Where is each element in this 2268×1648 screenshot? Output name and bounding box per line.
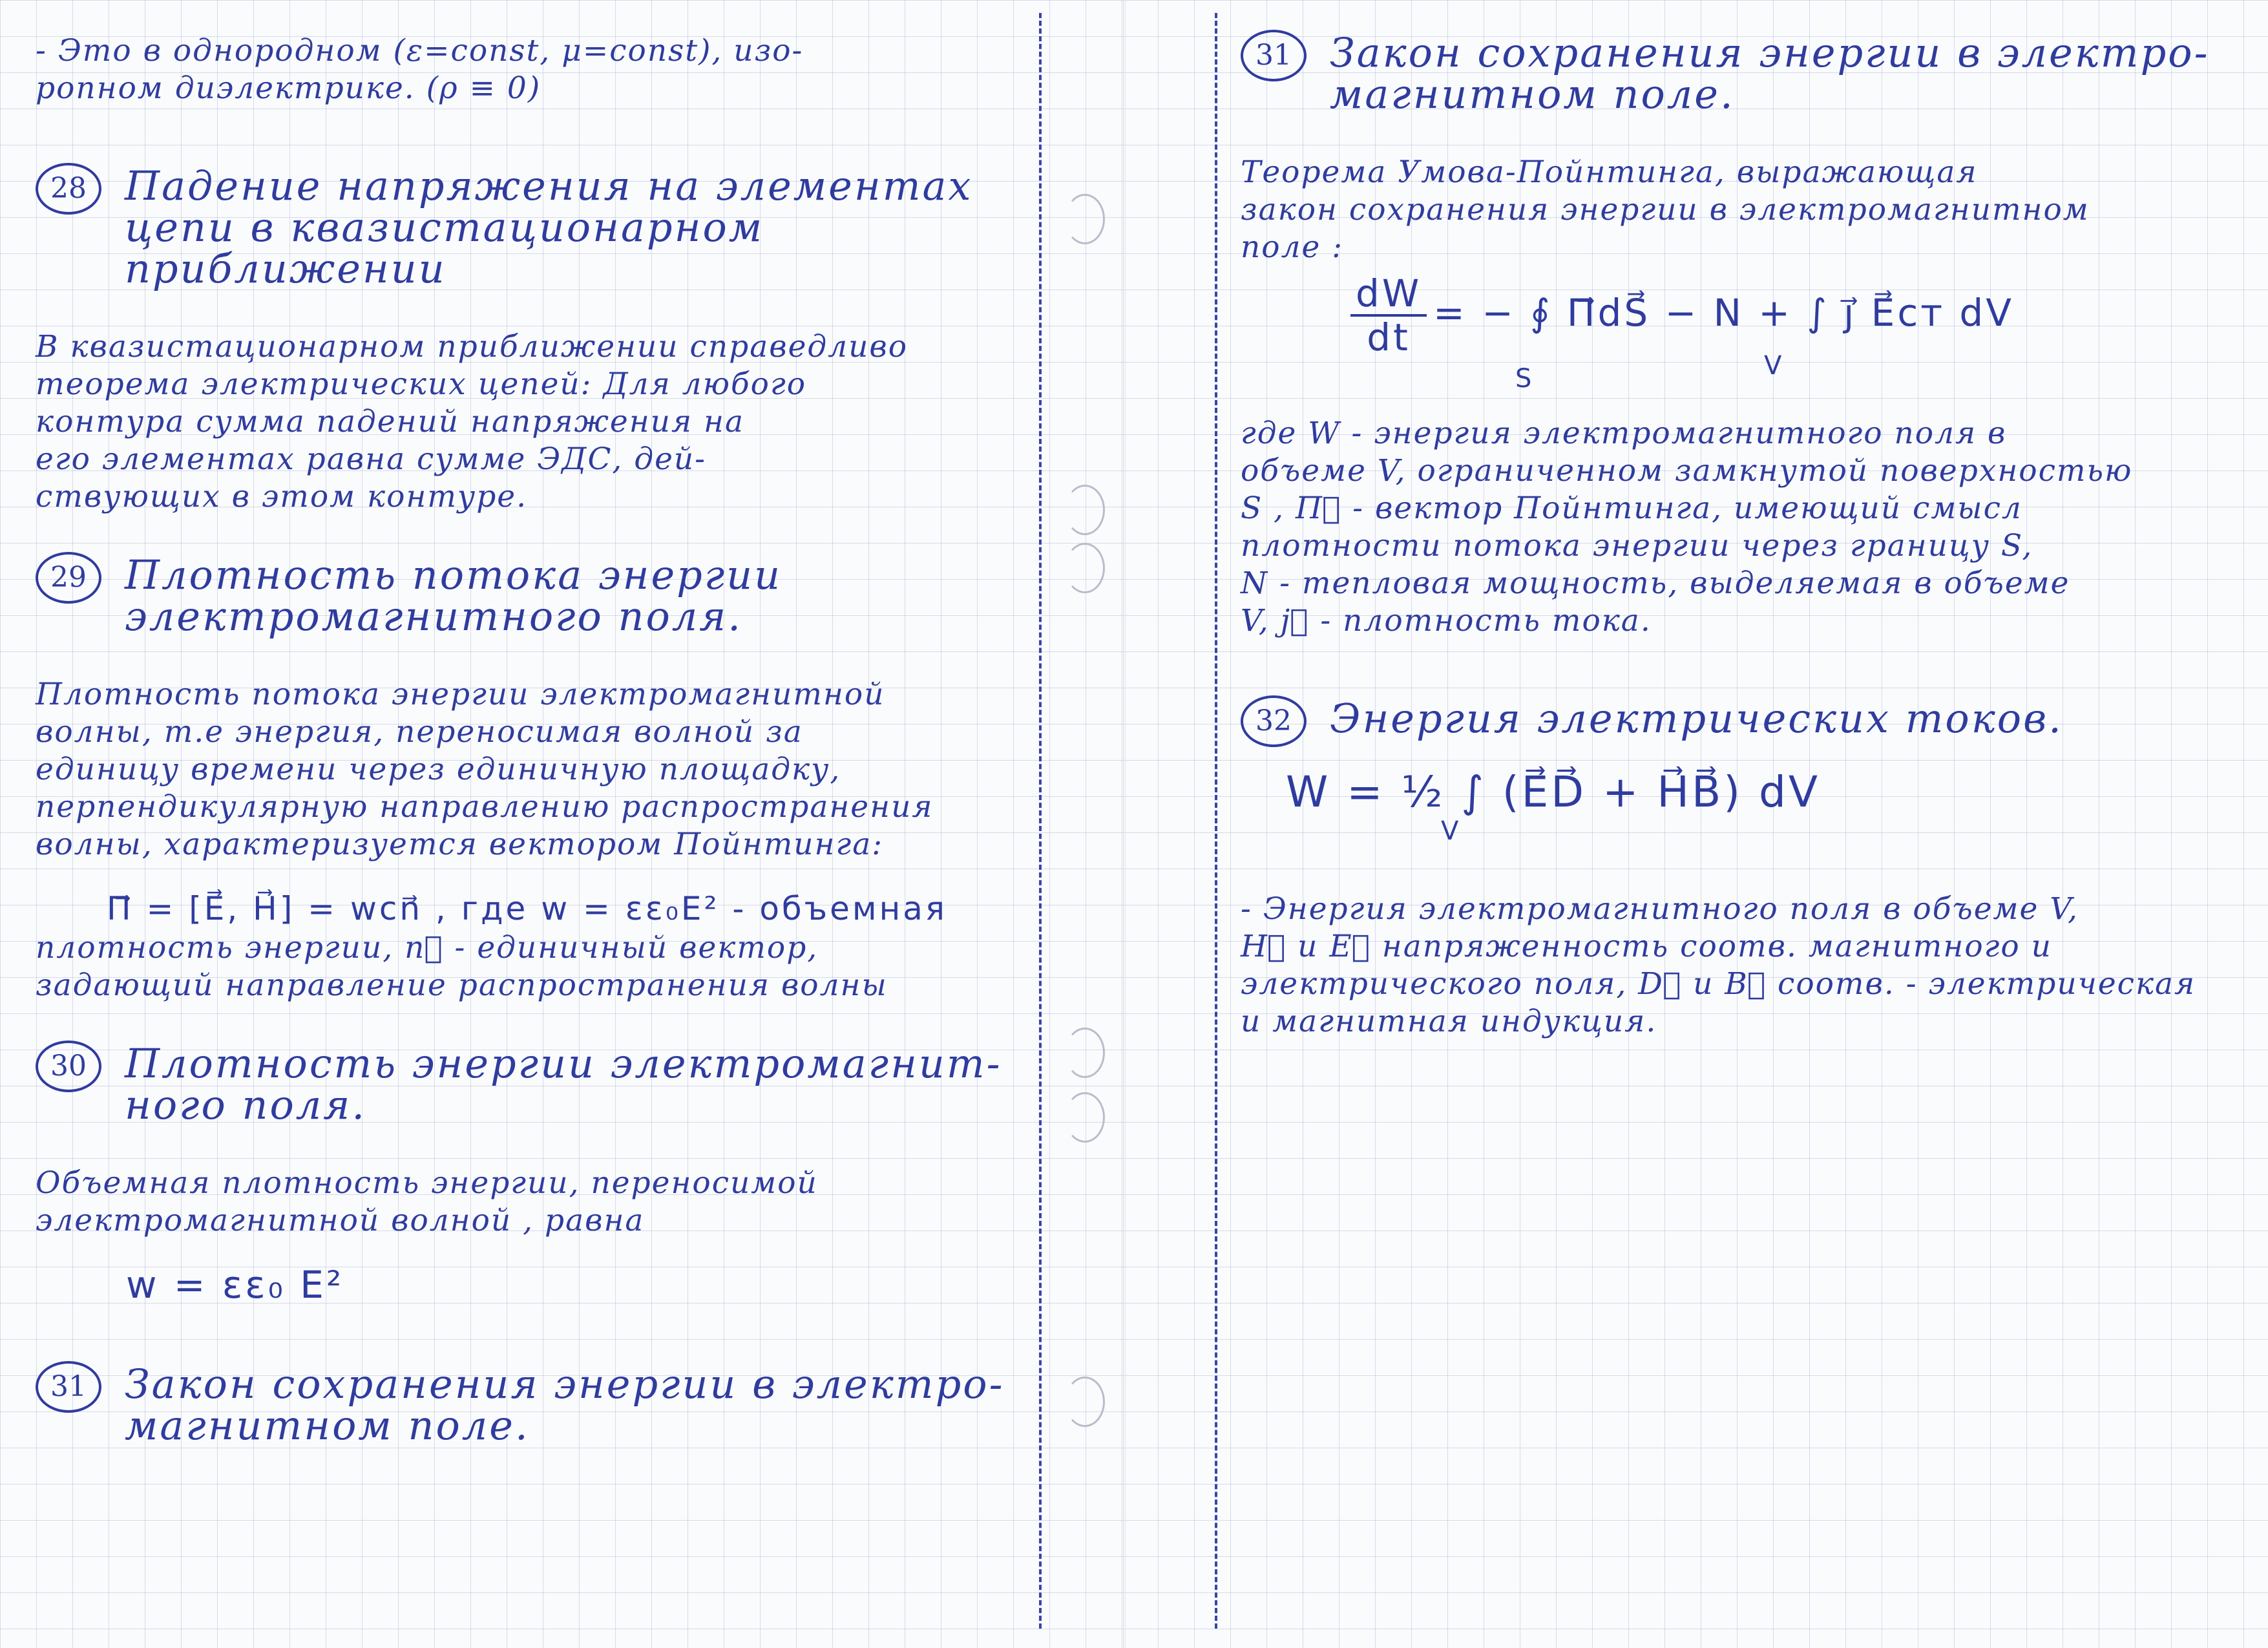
text-line: контура сумма падений напряжения на [36, 404, 744, 439]
text-line: волны, характеризуется вектором Пойнтинга: [36, 827, 884, 862]
text-line: закон сохранения энергии в электромагнитном [1241, 192, 2090, 227]
text-line: ствующих в этом контуре. [36, 479, 528, 514]
intro-text [36, 32, 1024, 107]
section-29-body [36, 676, 1024, 863]
numerator: dW [1350, 273, 1427, 317]
section-30-heading [36, 1040, 1024, 1128]
text-line: - Это в однородном (ε=const, μ=const), изо- [36, 33, 804, 69]
section-29-heading [36, 551, 1024, 640]
text-line: перпендикулярную направлению распространения [36, 789, 934, 825]
text-line: плотность энергии, n⃗ - единичный вектор, [36, 930, 819, 966]
punch-hole [1065, 1092, 1105, 1143]
section-title: магнитном поле. [125, 1402, 530, 1449]
punch-hole [1065, 485, 1105, 535]
section-31-body-continued [1241, 415, 2223, 640]
formula-body: W = ½ ∫ (E⃗D⃗ + H⃗B⃗) dV [1286, 767, 1821, 817]
text-line: и магнитная индукция. [1241, 1004, 1657, 1039]
volume-subscript: V [1764, 351, 1785, 381]
section-title: Закон сохранения энергии в электро- [125, 1360, 1005, 1408]
left-page-margin-line [1039, 13, 1042, 1629]
text-line: электрического поля, D⃗ и B⃗ соотв. - электрическая [1241, 966, 2196, 1002]
section-32-body [1241, 891, 2223, 1041]
text-line: объеме V, ограниченном замкнутой поверхностью [1241, 453, 2133, 489]
section-32-heading [1241, 695, 2223, 747]
section-title: Энергия электрических токов. [1330, 695, 2063, 742]
punch-hole [1065, 1028, 1105, 1078]
right-page [1241, 29, 2223, 1041]
denominator: dt [1367, 315, 1411, 359]
section-title: ного поля. [125, 1081, 367, 1128]
section-number: 29 [36, 552, 101, 604]
text-line: Плотность потока энергии электромагнитной [36, 677, 885, 712]
section-number: 28 [36, 163, 101, 215]
page-fold [1123, 0, 1126, 1648]
text-line: V, j⃗ - плотность тока. [1241, 603, 1652, 639]
current-energy-formula [1241, 767, 2223, 852]
section-title: Плотность энергии электромагнит- [125, 1040, 1002, 1087]
section-28-heading [36, 162, 1024, 292]
text-line: N - тепловая мощность, выделяемая в объеме [1241, 565, 2070, 601]
section-title: цепи в квазистационарном приближении [125, 204, 764, 292]
fraction [1350, 273, 1427, 358]
section-31-body [1241, 154, 2223, 266]
text-line: Теорема Умова-Пойнтинга, выражающая [1241, 154, 1978, 190]
section-number: 31 [1241, 30, 1307, 81]
section-number: 31 [36, 1361, 101, 1413]
text-line: плотности потока энергии через границу S, [1241, 528, 2033, 564]
section-number: 32 [1241, 695, 1307, 747]
section-title: Закон сохранения энергии в электро- [1330, 29, 2210, 76]
text-line: теорема электрических цепей: Для любого [36, 366, 806, 402]
section-31-heading [1241, 29, 2223, 118]
text-line: - Энергия электромагнитного поля в объеме V, [1241, 891, 2079, 927]
section-28-body [36, 328, 1024, 516]
text-line: H⃗ и E⃗ напряженность соотв. магнитного и [1241, 929, 2052, 964]
punch-hole [1065, 543, 1105, 593]
section-title: Падение напряжения на элементах [125, 162, 973, 209]
formula-rhs: = − ∮ Π⃗dS⃗ − N + ∫ j⃗ E⃗ст dV [1433, 291, 2014, 335]
poynting-vector-formula: Π⃗ = [E⃗, H⃗] = wcn⃗ , где w = εε₀E² - объемная [107, 890, 947, 927]
text-line: задающий направление распространения волны [36, 967, 888, 1003]
text-line: где W - энергия электромагнитного поля в [1241, 416, 2007, 451]
section-title: электромагнитного поля. [125, 593, 743, 640]
section-31-heading [36, 1360, 1024, 1449]
section-29-body-continued [36, 929, 1024, 1004]
section-title: Плотность потока энергии [125, 551, 782, 598]
left-page [36, 32, 1024, 1449]
text-line: Объемная плотность энергии, переносимой [36, 1165, 818, 1201]
text-line: волны, т.е энергия, переносимая волной за [36, 714, 803, 750]
volume-subscript: V [1441, 816, 1462, 846]
right-page-margin-line [1215, 13, 1217, 1629]
text-line: поле : [1241, 229, 1344, 265]
text-line: его элементах равна сумме ЭДС, дей- [36, 441, 707, 477]
punch-hole [1065, 194, 1105, 244]
umov-poynting-formula [1241, 271, 2223, 394]
punch-hole [1065, 1377, 1105, 1427]
energy-density-formula: w = εε₀ E² [126, 1263, 344, 1307]
text-line: электромагнитной волной , равна [36, 1203, 645, 1238]
section-number: 30 [36, 1041, 101, 1092]
text-line: В квазистационарном приближении справедливо [36, 329, 908, 364]
surface-subscript: S [1515, 364, 1535, 394]
text-line: S , Π⃗ - вектор Пойнтинга, имеющий смысл [1241, 491, 2022, 526]
section-30-body [36, 1165, 1024, 1240]
text-line: единицу времени через единичную площадку, [36, 752, 841, 787]
text-line: ропном диэлектрике. (ρ ≡ 0) [36, 70, 541, 106]
section-title: магнитном поле. [1330, 70, 1735, 118]
